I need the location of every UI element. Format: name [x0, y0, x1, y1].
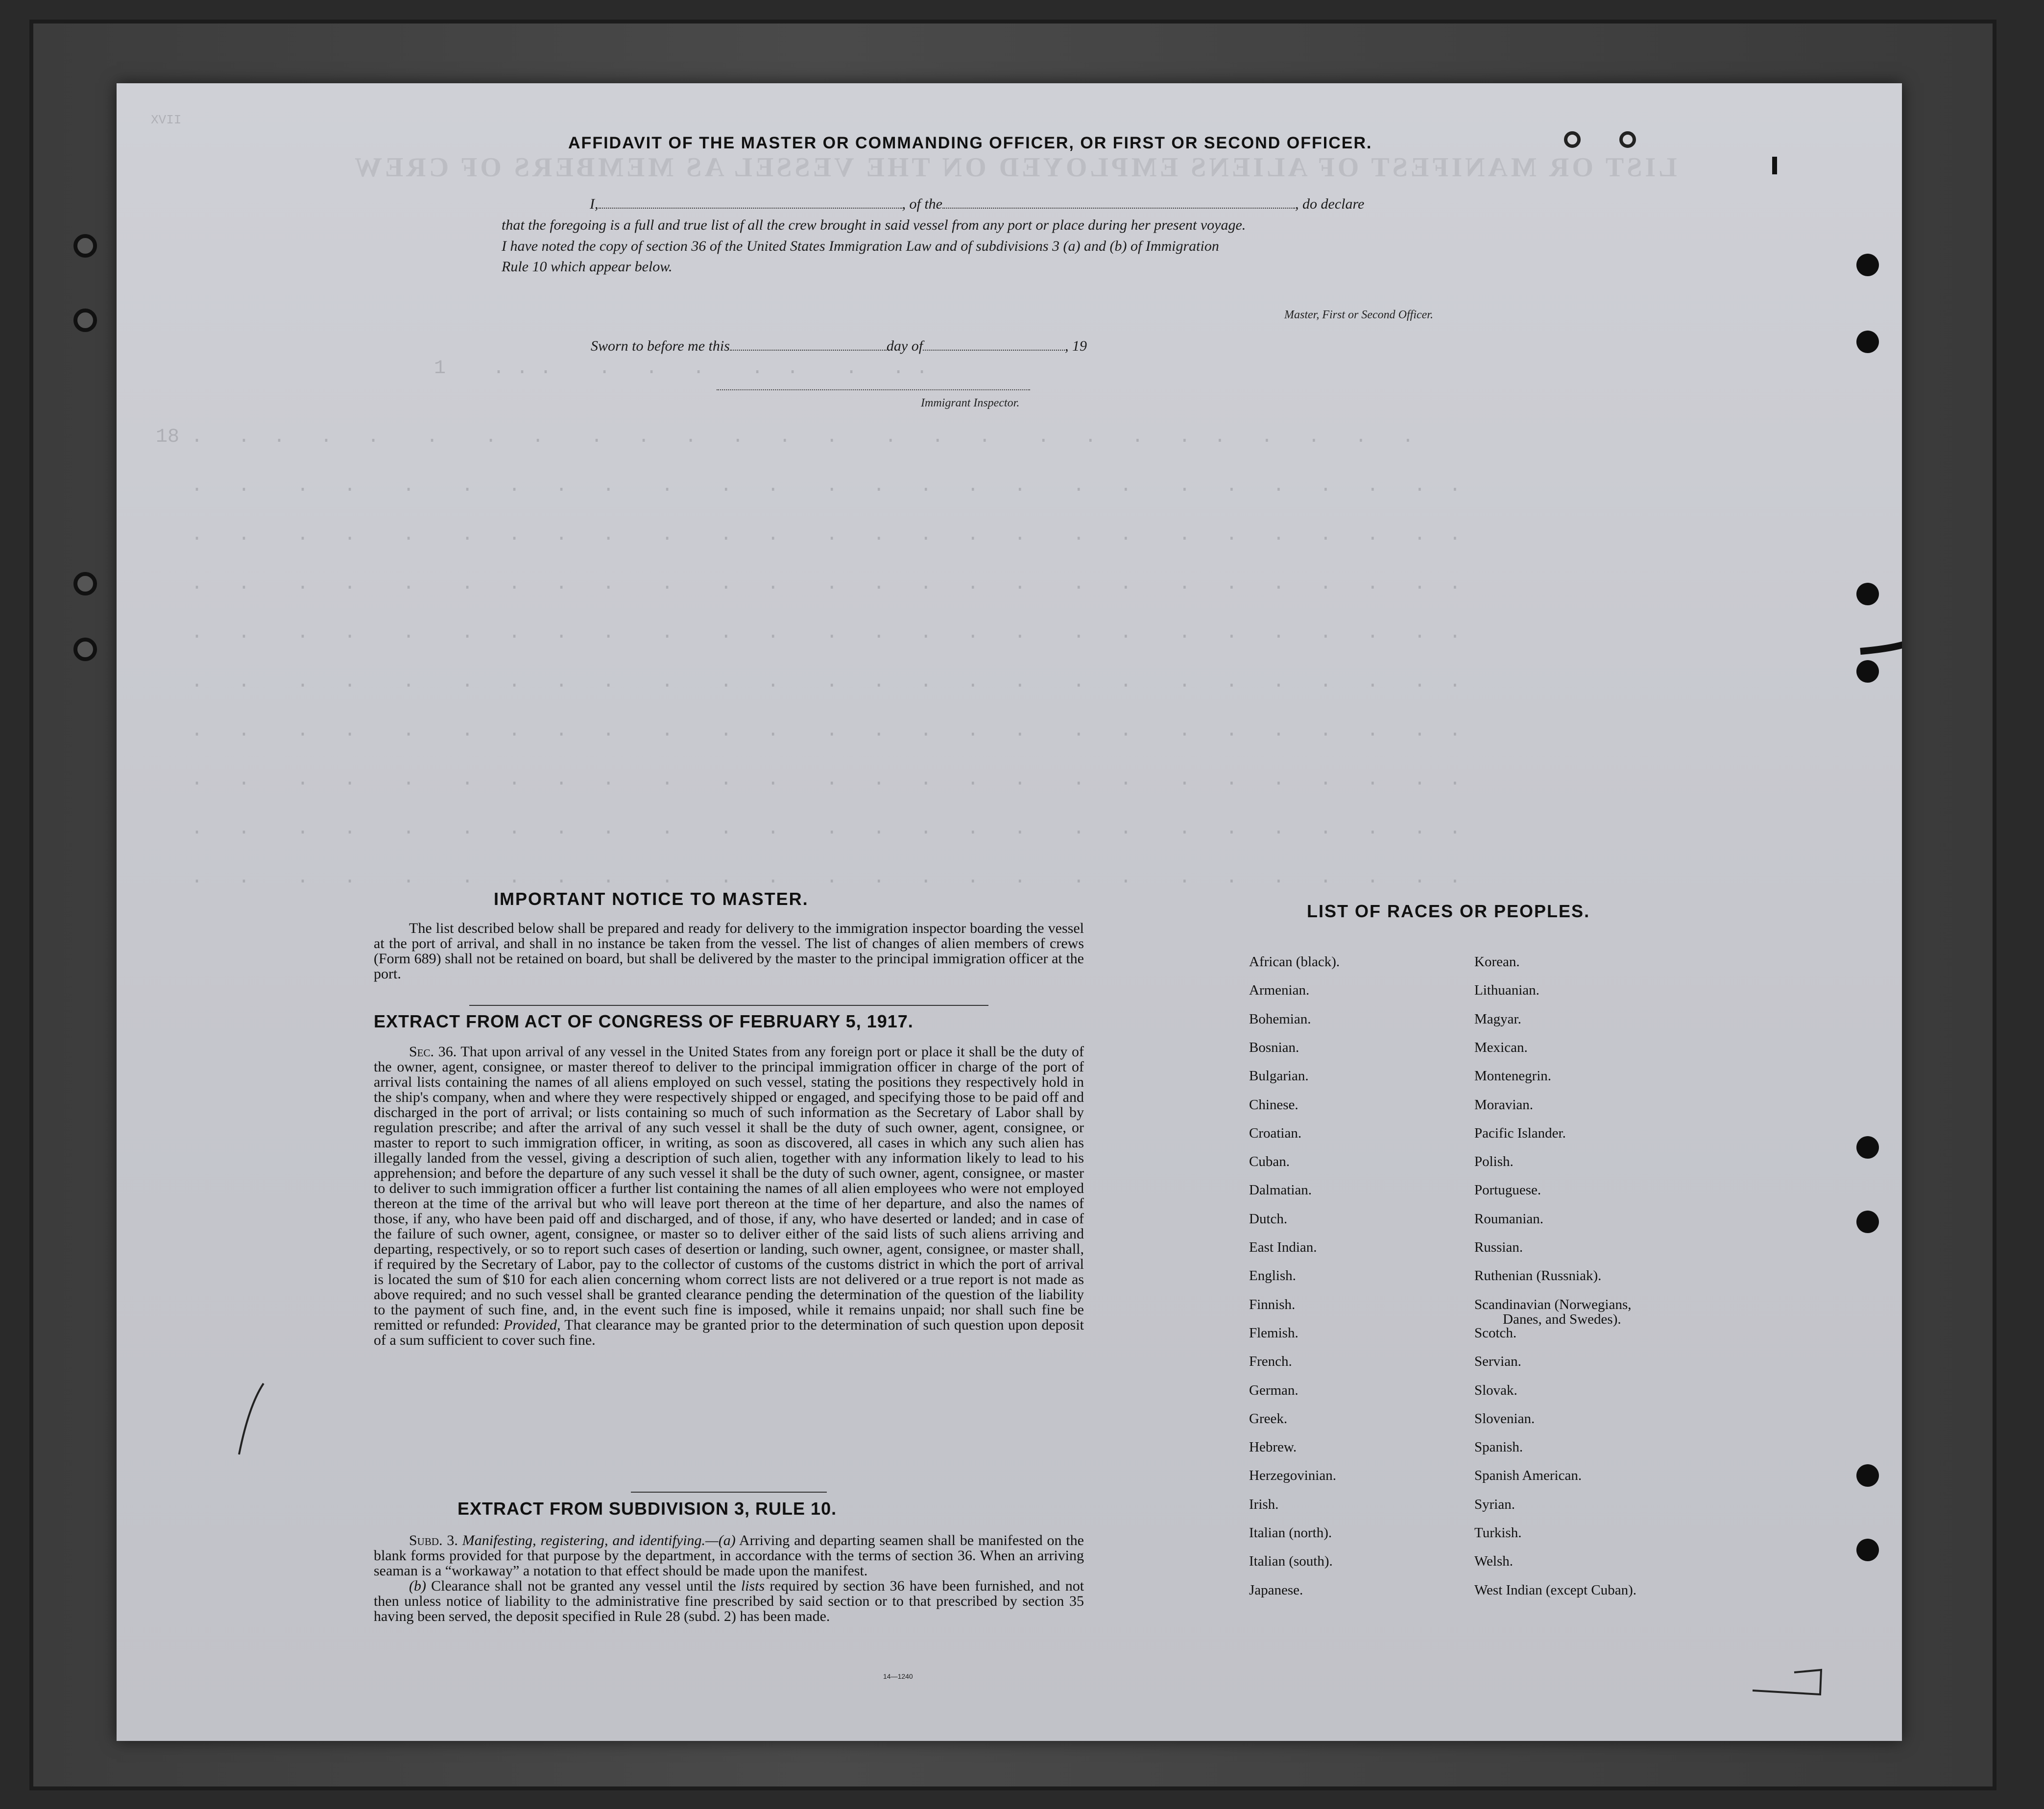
race-item: East Indian. [1249, 1239, 1317, 1255]
rule-extract-text: Subd. 3. Manifesting, registering, and identifying.—(a) Arriving and departing seamen shall be manifested on the blank forms provided for that purpose by the department, in accordance with the terms of section 36. When an arriving seaman is a “workaway” a notation to that effect should be made upon the manifest. (b) Clearance shall not be granted any vessel until the lists required by section 36 have been furnished, and not then unless notice of liability to the administrative fine prescribed by said section or to that prescribed by section 35 having been served, the deposit specified in Rule 28 (subd. 2) has been made. [374, 1532, 1084, 1624]
act-extract-heading: EXTRACT FROM ACT OF CONGRESS OF FEBRUARY 5, 1917. [374, 1011, 914, 1031]
affidavit-line1: I, , of the , do declare [590, 196, 1365, 212]
races-heading: LIST OF RACES OR PEOPLES. [1307, 901, 1590, 921]
sworn-line: Sworn to before me this day of , 19 [591, 338, 1087, 354]
race-item: French. [1249, 1354, 1292, 1370]
race-item: Polish. [1474, 1154, 1514, 1170]
affidavit-heading: AFFIDAVIT OF THE MASTER OR COMMANDING OFFICER, OR FIRST OR SECOND OFFICER. [568, 134, 1372, 152]
race-item: Danes, and Swedes). [1503, 1311, 1621, 1327]
race-item: Ruthenian (Russniak). [1474, 1268, 1602, 1284]
race-item: Mexican. [1474, 1039, 1528, 1055]
race-item: West Indian (except Cuban). [1474, 1582, 1637, 1598]
affidavit-line4: Rule 10 which appear below. [502, 259, 673, 275]
race-item: Moravian. [1474, 1096, 1533, 1113]
binder-ring [73, 309, 97, 332]
notice-heading: IMPORTANT NOTICE TO MASTER. [494, 889, 809, 909]
inspector-signature-label: Immigrant Inspector. [921, 397, 1020, 409]
race-item: Montenegrin. [1474, 1068, 1552, 1084]
race-item: Portuguese. [1474, 1182, 1541, 1198]
race-item: Dutch. [1249, 1211, 1288, 1227]
affidavit-line3: I have noted the copy of section 36 of the United States Immigration Law and of subdivisions 3 (a) and (b) of Immigration [502, 238, 1219, 254]
race-item: Irish. [1249, 1496, 1279, 1512]
race-item: Slovak. [1474, 1382, 1517, 1398]
race-item: English. [1249, 1268, 1296, 1284]
binder-ring [73, 638, 97, 661]
race-item: Armenian. [1249, 982, 1310, 999]
race-item: Slovenian. [1474, 1410, 1535, 1427]
rule-extract-heading: EXTRACT FROM SUBDIVISION 3, RULE 10. [457, 1499, 837, 1519]
race-item: Bulgarian. [1249, 1068, 1309, 1084]
race-item: Servian. [1474, 1354, 1521, 1370]
master-signature-label: Master, First or Second Officer. [1284, 309, 1433, 321]
race-item: Bosnian. [1249, 1039, 1299, 1055]
race-item: Roumanian. [1474, 1211, 1543, 1227]
binder-ring [73, 572, 97, 595]
binder-ring [73, 234, 97, 258]
race-item: Finnish. [1249, 1296, 1296, 1312]
race-item: Dalmatian. [1249, 1182, 1312, 1198]
race-item: Cuban. [1249, 1154, 1290, 1170]
race-item: Hebrew. [1249, 1439, 1297, 1455]
race-item: Spanish American. [1474, 1468, 1582, 1484]
race-item: Italian (north). [1249, 1525, 1332, 1541]
pencil-annotations [117, 83, 1902, 1741]
race-item: African (black). [1249, 954, 1340, 970]
race-item: Italian (south). [1249, 1553, 1333, 1570]
race-item: Scandinavian (Norwegians, [1474, 1296, 1632, 1312]
race-item: Welsh. [1474, 1553, 1514, 1570]
notice-text: The list described below shall be prepared and ready for delivery to the immigration inspector boarding the vessel at the port of arrival, and shall in no instance be taken from the vessel. The list of changes of alien members of crews (Form 689) shall not be retained on board, but shall be delivered by the master to the principal immigration officer at the port. [374, 920, 1084, 982]
race-item: Flemish. [1249, 1325, 1299, 1341]
race-item: Greek. [1249, 1410, 1288, 1427]
manifest-sheet: LIST OR MANIFEST OF ALIENS EMPLOYED ON THE VESSEL AS MEMBERS OF CREW XVII 1 . . . . . . . . . . . 18 . . . . . . . . . . . . . . . . . . . . . . . . . . . . . . . . . . . . . . . . . . . . . . . . . . . . . . . . . . . . . . . . . . . . . . . . . . . . . . . . . . . . . . . . . . . . . . . . . . . . . . . . . . . . . . . . . . . . . . . . . . . . . . . . . . . . . . . . . . . . . . . . . . . . . . . . . . . . . . . . . . . . . . . . . . . . . . . . . . . . . . . . . . . . . . . . . . . . . . . . . . . . . . . . . . . . . . . . . . . . . . . . . . . . . . . . . . . . . . . . . . . . . . . . . . . . . . . . . . . . AFFIDAVIT OF THE MASTER OR COMMANDING OFFICER, OR FIRST OR SECOND OFFICER. I, , of the , do declare that the foregoing is a full and true list of all the crew brought in said vessel from any port or place during her present voyage. I have noted the copy of section 36 of the United States Immigration Law and of subdivisions 3 (a) and (b) of Immigration Rule 10 which appear below. Master, First or Second Officer. Sworn to before me this day of , 19 Immigrant Inspector. IMPORTANT NOTICE TO MASTER. The list described below shall be prepared and ready for delivery to the immigration inspector boarding the vessel at the port of arrival, and shall in no instance be taken from the vessel. The list of changes of alien members of crews (Form 689) shall not be retained on board, but shall be delivered by the master to the principal immigration officer at the port. EXTRACT FROM ACT OF CONGRESS OF FEBRUARY 5, 1917. Sec. 36. That upon arrival of any vessel in the United States from any foreign port or place it shall be the duty of the owner, agent, consignee, or master thereof to deliver to the principal immigration officer in charge of the port of arrival lists containing the names of all aliens employed on such vessel, stating the positions they respectively hold in the ship's company, when and where they were respectively shipped or engaged, and specifying those to be paid off and discharged in the port of arrival; or lists containing so much of such information as the Secretary of Labor shall by regulation prescribe; and after the arrival of any such vessel it shall be the duty of such owner, agent, consignee, or master to report to such immigration officer, in writing, as soon as discovered, all cases in which any such alien has illegally landed from the vessel, giving a description of such alien, together with any information likely to lead to his apprehension; and before the departure of any such vessel it shall be the duty of such owner, agent, consignee, or master to deliver to such immigration officer a further list containing the names of all alien employees who were not employed thereon at the time of the arrival but who will leave port thereon at the time of her departure, and also the names of those, if any, who have been paid off and discharged, and of those, if any, who have deserted or landed; and in case of the failure of such owner, agent, consignee, or master so to deliver either of the said lists of such aliens arriving and departing, respectively, or so to report such cases of desertion or landing, such owner, agent, consignee, or master shall, if required by the Secretary of Labor, pay to the collector of customs of the customs district in which the port of arrival is located the sum of $10 for each alien concerning whom correct lists are not delivered or a true report is not made as above required; and no such vessel shall be granted clearance pending the determination of the question of the liability to the payment of such fine, and, in the event such fine is imposed, while it remains unpaid; nor shall such fine be remitted or refunded: Provided, That clearance may be granted prior to the determination of such question upon deposit of a sum sufficient to cover such fine. EXTRACT FROM SUBDIVISION 3, RULE 10. Subd. 3. Manifesting, registering, and identifying.—(a) Arriving and departing seamen shall be manifested on the blank forms provided for that purpose by the department, in accordance with the terms of section 36. When an arriving seaman is a “workaway” a notation to that effect should be made upon the manifest. (b) Clearance shall not be granted any vessel until the lists required by section 36 have been furnished, and not then unless notice of liability to the administrative fine prescribed by said section or to that prescribed by section 35 having been served, the deposit specified in Rule 28 (subd. 2) has been made. 14—1240 LIST OF RACES OR PEOPLES. African (black). Armenian. Bohemian. Bosnian. Bulgarian. Chinese. Croatian. Cuban. Dalmatian. Dutch. East Indian. English. Finnish. Flemish. French. German. Greek. Hebrew. Herzegovinian. Irish. Italian (north). Italian (south). Japanese. Korean. Lithuanian. Magyar. Mexican. Montenegrin. Moravian. Pacific Islander. Polish. Portuguese. Roumanian. Russian. Ruthenian (Russniak). Scandinavian (Norwegians, Danes, and Swedes). Scotch. Servian. Slovak. Slovenian. Spanish. Spanish American. Syrian. Turkish. Welsh. West Indian (except Cuban). [117, 83, 1902, 1741]
race-item: Bohemian. [1249, 1011, 1311, 1027]
affidavit-line2: that the foregoing is a full and true list of all the crew brought in said vessel from any port or place during her present voyage. [502, 217, 1246, 233]
race-item: Syrian. [1474, 1496, 1515, 1512]
race-item: Korean. [1474, 954, 1520, 970]
act-extract-text: Sec. 36. That upon arrival of any vessel in the United States from any foreign port or place it shall be the duty of the owner, agent, consignee, or master thereof to deliver to the principal immigration officer in charge of the port of arrival lists containing the names of all aliens employed on such vessel, stating the positions they respectively hold in the ship's company, when and where they were respectively shipped or engaged, and specifying those to be paid off and discharged in the port of arrival; or lists containing so much of such information as the Secretary of Labor shall by regulation prescribe; and after the arrival of any such vessel it shall be the duty of such owner, agent, consignee, or master to report to such immigration officer, in writing, as soon as discovered, all cases in which any such alien has illegally landed from the vessel, giving a description of such alien, together with any information likely to lead to his apprehension; and before the departure of any such vessel it shall be the duty of such owner, agent, consignee, or master to deliver to such immigration officer a further list containing the names of all alien employees who were not employed thereon at the time of the arrival but who will leave port thereon at the time of her departure, and also the names of those, if any, who have been paid off and discharged, and of those, if any, who have deserted or landed; and in case of the failure of such owner, agent, consignee, or master so to deliver either of the said lists of such aliens arriving and departing, respectively, or so to report such cases of desertion or landing, such owner, agent, consignee, or master shall, if required by the Secretary of Labor, pay to the collector of customs of the customs district in which the port of arrival is located the sum of $10 for each alien concerning whom correct lists are not delivered or a true report is not made as above required; and no such vessel shall be granted clearance pending the determination of the question of the liability to the payment of such fine, and, in the event such fine is imposed, while it remains unpaid; nor shall such fine be remitted or refunded: Provided, That clearance may be granted prior to the determination of such question upon deposit of a sum sufficient to cover such fine. [374, 1044, 1084, 1348]
race-item: Herzegovinian. [1249, 1468, 1336, 1484]
race-item: Russian. [1474, 1239, 1523, 1255]
race-item: Pacific Islander. [1474, 1125, 1566, 1141]
race-item: German. [1249, 1382, 1299, 1398]
race-item: Scotch. [1474, 1325, 1517, 1341]
race-item: Japanese. [1249, 1582, 1303, 1598]
race-item: Croatian. [1249, 1125, 1302, 1141]
form-number: 14—1240 [883, 1672, 913, 1680]
race-item: Chinese. [1249, 1096, 1299, 1113]
race-item: Lithuanian. [1474, 982, 1539, 999]
race-item: Spanish. [1474, 1439, 1523, 1455]
race-item: Turkish. [1474, 1525, 1522, 1541]
race-item: Magyar. [1474, 1011, 1521, 1027]
